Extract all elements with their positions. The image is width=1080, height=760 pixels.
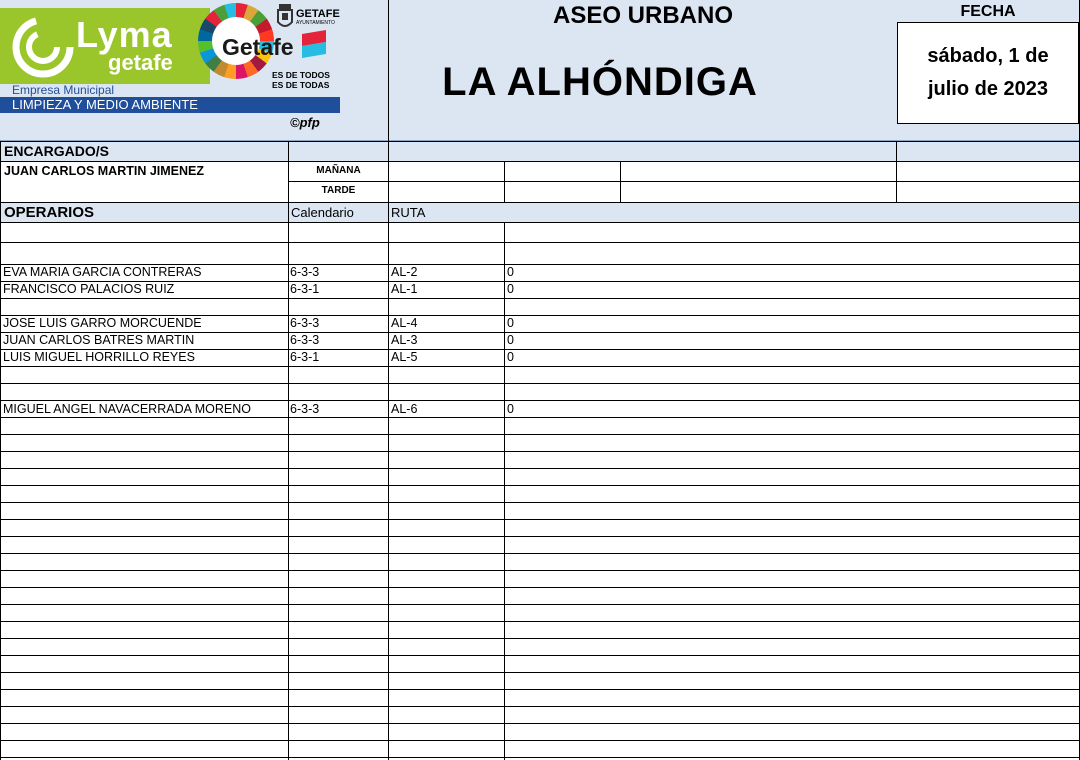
grid-hline	[0, 519, 1080, 520]
grid-hline	[288, 181, 1080, 182]
grid-hline	[0, 604, 1080, 605]
grid-hline	[0, 706, 1080, 707]
operario-calendar: 6-3-3	[290, 402, 320, 416]
getafe-wordmark: Getafe	[222, 34, 294, 60]
operario-value: 0	[507, 350, 514, 364]
operario-value: 0	[507, 316, 514, 330]
grid-vline	[620, 161, 621, 202]
getafe-flag-icon	[302, 30, 326, 58]
copyright-mark: ©pfp	[290, 115, 320, 130]
shift-morning-label: MAÑANA	[316, 165, 361, 176]
operario-name: JOSE LUIS GARRO MORCUENDE	[3, 316, 202, 330]
lyma-brand-name: Lyma	[76, 14, 173, 55]
grid-hline	[0, 161, 1080, 162]
operario-value: 0	[507, 265, 514, 279]
operario-name: LUIS MIGUEL HORRILLO REYES	[3, 350, 195, 364]
grid-hline	[0, 655, 1080, 656]
operario-calendar: 6-3-1	[290, 282, 320, 296]
grid-hline	[0, 202, 1080, 203]
operario-calendar: 6-3-3	[290, 316, 320, 330]
grid-vline	[288, 202, 289, 760]
encargados-band	[0, 141, 1080, 161]
grid-hline	[0, 672, 1080, 673]
operarios-label: OPERARIOS	[4, 204, 95, 221]
operario-route: AL-2	[391, 265, 418, 279]
date-box	[897, 22, 1079, 124]
council-sub: AYUNTAMIENTO	[296, 20, 335, 26]
operario-route: AL-3	[391, 333, 418, 347]
grid-hline	[0, 417, 1080, 418]
grid-vline	[388, 202, 389, 760]
grid-hline	[0, 298, 1080, 299]
encargado-name: JUAN CARLOS MARTIN JIMENEZ	[4, 164, 205, 178]
grid-hline	[0, 570, 1080, 571]
grid-hline	[0, 587, 1080, 588]
operario-route: AL-1	[391, 282, 418, 296]
operario-route: AL-4	[391, 316, 418, 330]
org-line-1: Empresa Municipal	[12, 83, 115, 97]
grid-hline	[0, 468, 1080, 469]
org-line-2: LIMPIEZA Y MEDIO AMBIENTE	[12, 97, 198, 112]
col-calendar-header: Calendario	[291, 205, 354, 220]
grid-hline	[0, 740, 1080, 741]
operarios-band	[0, 202, 1080, 222]
grid-hline	[0, 485, 1080, 486]
grid-hline	[0, 723, 1080, 724]
grid-vline	[504, 161, 505, 202]
operario-calendar: 6-3-3	[290, 265, 320, 279]
grid-hline	[0, 757, 1080, 758]
grid-hline	[0, 400, 1080, 401]
grid-hline	[0, 366, 1080, 367]
col-route-header: RUTA	[391, 205, 426, 220]
grid-hline	[0, 621, 1080, 622]
grid-vline	[896, 141, 897, 202]
date-line-2: julio de 2023	[927, 78, 1049, 100]
grid-hline	[0, 141, 1080, 142]
operario-value: 0	[507, 282, 514, 296]
operario-name: FRANCISCO PALACIOS RUIZ	[3, 282, 175, 296]
slogan-line-1: ES DE TODOS	[272, 70, 330, 80]
operario-name: EVA MARIA GARCIA CONTRERAS	[3, 265, 202, 279]
operario-value: 0	[507, 333, 514, 347]
grid-hline	[0, 383, 1080, 384]
lyma-swirl-icon	[12, 16, 74, 78]
encargados-label: ENCARGADO/S	[4, 143, 110, 159]
operario-route: AL-5	[391, 350, 418, 364]
grid-vline	[388, 141, 389, 202]
shift-afternoon-label: TARDE	[321, 185, 356, 196]
operario-calendar: 6-3-3	[290, 333, 320, 347]
date-label: FECHA	[960, 3, 1016, 20]
grid-hline	[0, 553, 1080, 554]
grid-hline	[0, 242, 1080, 243]
operario-name: JUAN CARLOS BATRES MARTIN	[3, 333, 195, 347]
depot-name: LA ALHÓNDIGA	[442, 60, 758, 104]
grid-hline	[0, 638, 1080, 639]
grid-vline	[0, 141, 1, 760]
operario-value: 0	[507, 402, 514, 416]
grid-hline	[0, 689, 1080, 690]
getafe-coat-of-arms-icon	[277, 4, 293, 30]
lyma-brand-sub: getafe	[108, 50, 173, 75]
operario-name: MIGUEL ANGEL NAVACERRADA MORENO	[3, 402, 251, 416]
operario-route: AL-6	[391, 402, 418, 416]
operario-calendar: 6-3-1	[290, 350, 320, 364]
grid-hline	[0, 434, 1080, 435]
grid-hline	[0, 222, 1080, 223]
page-title: ASEO URBANO	[552, 2, 733, 29]
grid-vline	[388, 0, 389, 141]
grid-vline	[504, 222, 505, 760]
grid-hline	[0, 502, 1080, 503]
grid-hline	[0, 536, 1080, 537]
grid-hline	[0, 451, 1080, 452]
date-line-1: sábado, 1 de	[927, 45, 1049, 67]
council-name: GETAFE	[296, 8, 340, 20]
slogan-line-2: ES DE TODAS	[272, 80, 330, 90]
